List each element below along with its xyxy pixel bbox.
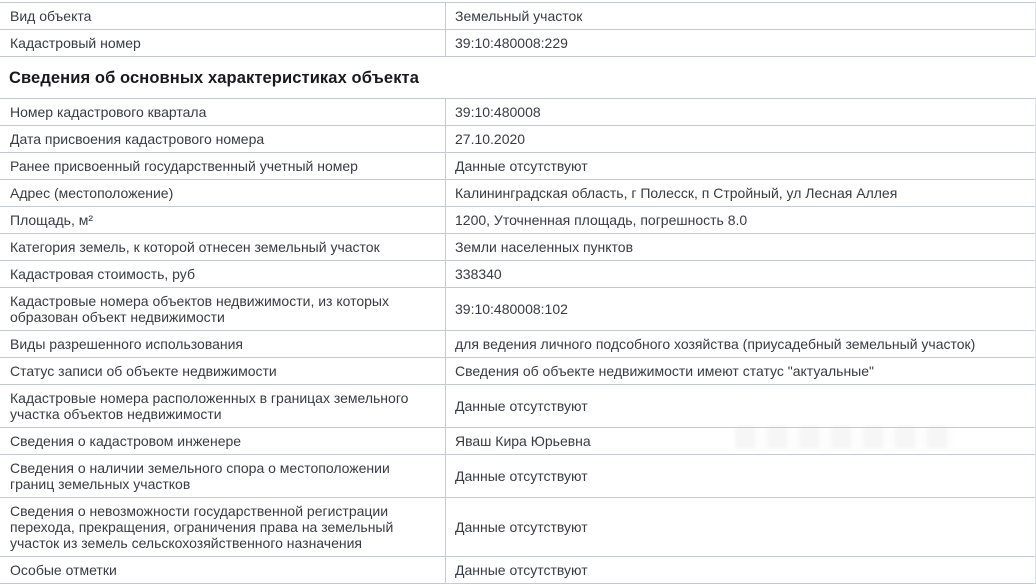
row-value: Данные отсутствуют <box>455 158 588 174</box>
row-value: 338340 <box>455 266 502 282</box>
row-label: Сведения о кадастровом инженере <box>0 428 446 454</box>
row-value: для ведения личного подсобного хозяйства (приусадебный земельный участок) <box>455 336 976 352</box>
row-label: Кадастровый номер <box>0 30 446 56</box>
row-label: Кадастровые номера расположенных в границах земельного участка объектов недвижимости <box>0 385 446 427</box>
table-row <box>0 207 1035 234</box>
table-row <box>0 30 1035 57</box>
row-label: Виды разрешенного использования <box>0 331 446 357</box>
row-value: 1200, Уточненная площадь, погрешность 8.0 <box>455 212 748 228</box>
table-row <box>0 385 1035 428</box>
row-value: Земельный участок <box>455 8 583 24</box>
row-value: Сведения об объекте недвижимости имеют статус "актуальные" <box>455 363 874 379</box>
row-value: Яваш Кира Юрьевна <box>455 433 591 449</box>
row-label: Сведения о невозможности государственной регистрации перехода, прекращения, ограничения права на земельный участок из земель сельскохозяйственного назначения <box>0 498 446 556</box>
table-row <box>0 358 1035 385</box>
table-row <box>0 428 1035 455</box>
table-row <box>0 234 1035 261</box>
row-value: 39:10:480008 <box>455 104 541 120</box>
row-value: 39:10:480008:102 <box>455 301 568 317</box>
row-label: Кадастровая стоимость, руб <box>0 261 446 287</box>
row-label: Вид объекта <box>0 3 446 29</box>
table-row <box>0 126 1035 153</box>
table-row <box>0 331 1035 358</box>
row-label: Дата присвоения кадастрового номера <box>0 126 446 152</box>
object-type-table <box>0 2 1036 57</box>
row-label: Особые отметки <box>0 557 446 583</box>
row-label: Ранее присвоенный государственный учетный номер <box>0 153 446 179</box>
row-value: 27.10.2020 <box>455 131 526 147</box>
row-value: Калининградская область, г Полесск, п Стройный, ул Лесная Аллея <box>455 185 898 201</box>
row-value: 39:10:480008:229 <box>455 35 568 51</box>
row-label: Площадь, м² <box>0 207 446 233</box>
table-row <box>0 557 1035 584</box>
section-title: Сведения об основных характеристиках объекта <box>9 69 420 87</box>
row-label: Статус записи об объекте недвижимости <box>0 358 446 384</box>
row-value: Данные отсутствуют <box>455 519 588 535</box>
row-label: Адрес (местоположение) <box>0 180 446 206</box>
table-row <box>0 261 1035 288</box>
row-label: Номер кадастрового квартала <box>0 99 446 125</box>
table-row <box>0 99 1035 126</box>
table-row <box>0 455 1035 498</box>
row-label: Категория земель, к которой отнесен земельный участок <box>0 234 446 260</box>
row-label: Кадастровые номера объектов недвижимости, из которых образован объект недвижимости <box>0 288 446 330</box>
table-row <box>0 3 1035 30</box>
row-value: Данные отсутствуют <box>455 562 588 578</box>
table-row <box>0 153 1035 180</box>
table-row <box>0 288 1035 331</box>
row-label: Сведения о наличии земельного спора о местоположении границ земельных участков <box>0 455 446 497</box>
row-value: Данные отсутствуют <box>455 468 588 484</box>
row-value: Данные отсутствуют <box>455 398 588 414</box>
row-value: Земли населенных пунктов <box>455 239 634 255</box>
table-row <box>0 498 1035 557</box>
characteristics-table <box>0 98 1036 584</box>
table-row <box>0 180 1035 207</box>
